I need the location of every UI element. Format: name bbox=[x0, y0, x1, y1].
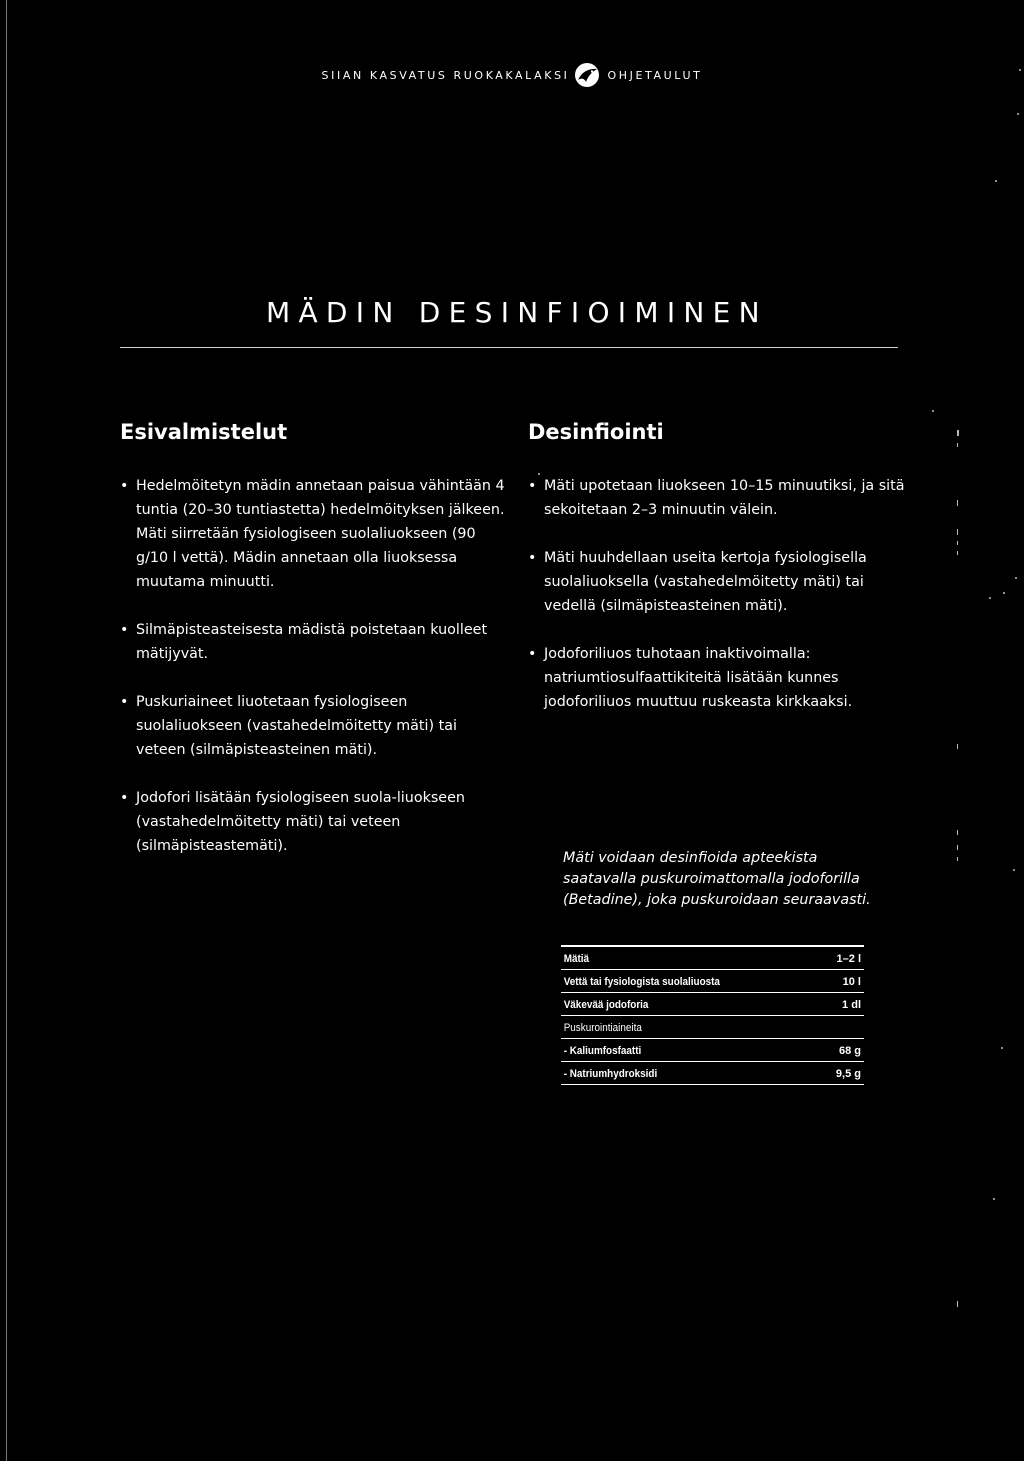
recipe-item-amount: 9,5 g bbox=[819, 1062, 864, 1085]
list-item: • Mäti upotetaan liuokseen 10–15 minuutiksi, ja sitä sekoitetaan 2–3 minuutin välein. bbox=[528, 474, 913, 522]
recipe-item-name: - Natriumhydroksidi bbox=[561, 1062, 793, 1085]
section-heading-disinfection: Desinfiointi bbox=[528, 420, 664, 444]
recipe-item-amount: 10 l bbox=[819, 970, 864, 993]
table-row bbox=[561, 1039, 864, 1062]
list-item: • Puskuriaineet liuotetaan fysiologiseen suolaliuokseen (vastahedelmöitetty mäti) tai veteen (silmäpisteasteinen mäti). bbox=[120, 690, 505, 762]
recipe-item-name: Mätiä bbox=[561, 946, 793, 970]
title-underline bbox=[120, 347, 898, 348]
recipe-item-name: Puskurointiaineita bbox=[561, 1016, 793, 1039]
recipe-item-name: - Kaliumfosfaatti bbox=[561, 1039, 793, 1062]
list-item: • Hedelmöitetyn mädin annetaan paisua vähintään 4 tuntia (20–30 tuntiastetta) hedelmöityksen jälkeen. Mäti siirretään fysiologiseen suolaliuokseen (90 g/10 l vettä). Mädin annetaan olla liuoksessa muutama minuutti. bbox=[120, 474, 505, 594]
preparation-list bbox=[120, 474, 505, 858]
header-section-text: OHJETAULUT bbox=[607, 68, 703, 82]
disinfection-list bbox=[528, 474, 913, 714]
recipe-item-name: Vettä tai fysiologista suolaliuosta bbox=[561, 970, 793, 993]
list-item: • Mäti huuhdellaan useita kertoja fysiologisella suolaliuoksella (vastahedelmöitetty mäti) tai vedellä (silmäpisteasteinen mäti). bbox=[528, 546, 913, 618]
recipe-item-name: Väkevää jodoforia bbox=[561, 993, 793, 1016]
table-row bbox=[561, 993, 864, 1016]
recipe-table bbox=[561, 945, 864, 1085]
list-item: • Jodofori lisätään fysiologiseen suola-liuokseen (vastahedelmöitetty mäti) tai veteen (silmäpisteastemäti). bbox=[120, 786, 505, 858]
betadine-note: Mäti voidaan desinfioida apteekista saatavalla puskuroimattomalla jodoforilla (Betadine), joka puskuroidaan seuraavasti. bbox=[563, 850, 871, 908]
page-title: MÄDIN DESINFIOIMINEN bbox=[266, 296, 768, 329]
fish-logo-icon bbox=[574, 62, 600, 88]
table-row bbox=[561, 1016, 864, 1039]
table-row bbox=[561, 946, 864, 970]
table-row bbox=[561, 1062, 864, 1085]
recipe-item-amount: 1–2 l bbox=[819, 946, 864, 970]
list-item: • Jodoforiliuos tuhotaan inaktivoimalla: natriumtiosulfaattikiteitä lisätään kunnes jodoforiliuos muuttuu ruskeasta kirkkaaksi. bbox=[528, 642, 913, 714]
section-heading-preparation: Esivalmistelut bbox=[120, 420, 288, 444]
recipe-item-amount: 1 dl bbox=[819, 993, 864, 1016]
recipe-item-amount: 68 g bbox=[819, 1039, 864, 1062]
header-series-text: SIIAN KASVATUS RUOKAKALAKSI bbox=[321, 68, 570, 82]
publication-header bbox=[0, 62, 1024, 88]
table-row bbox=[561, 970, 864, 993]
list-item: • Silmäpisteasteisesta mädistä poistetaan kuolleet mätijyvät. bbox=[120, 618, 505, 666]
recipe-item-amount bbox=[819, 1016, 864, 1039]
